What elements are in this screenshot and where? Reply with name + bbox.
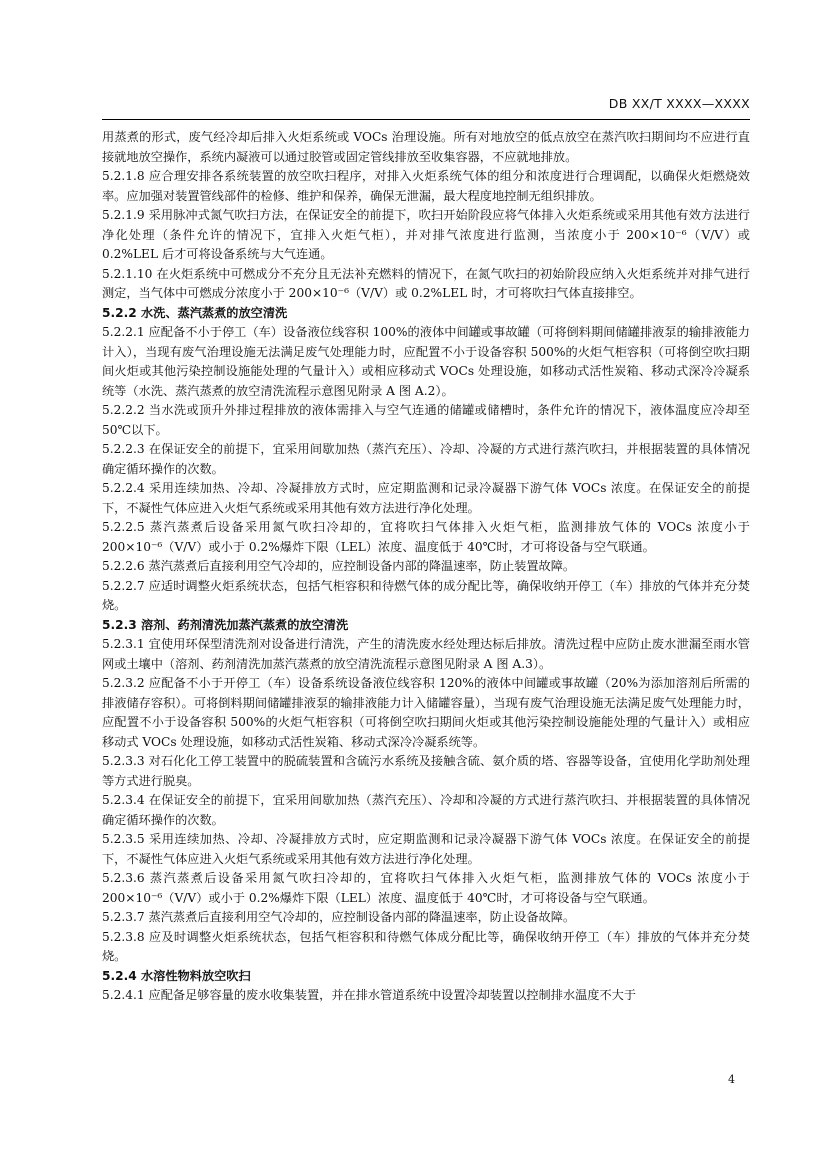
clause-5-2-2-4: 5.2.2.4 采用连续加热、冷却、冷凝排放方式时，应定期监测和记录冷凝器下游气体 VOCs 浓度。在保证安全的前提下，不凝性气体应进入火炬气系统或采用其他有效方法进行净化处理。 (102, 481, 750, 515)
clause-5-2-3-6: 5.2.3.6 蒸汽蒸煮后设备采用氮气吹扫冷却的，宜将吹扫气体排入火炬气柜，监测排放气体的 VOCs 浓度小于 200×10⁻⁶（V/V）或小于 0.2%爆炸下限（LEL）浓度、温度低于 40℃时，才可将设备与空气联通。 (102, 871, 750, 905)
clause-5-2-3-7: 5.2.3.7 蒸汽蒸煮后直接利用空气冷却的，应控制设备内部的降温速率，防止设备故障。 (102, 910, 576, 924)
paragraph-continuation: 用蒸煮的形式，废气经冷却后排入火炬系统或 VOCs 治理设施。所有对地放空的低点放空在蒸汽吹扫期间均不应进行直接就地放空操作，系统内凝液可以通过胶管或固定管线排放至收集容器，不应就地排放。 (102, 130, 750, 164)
section-heading-5-2-3: 5.2.3 溶剂、药剂清洗加蒸汽蒸煮的放空清洗 (102, 617, 349, 632)
clause-5-2-1-8: 5.2.1.8 应合理安排各系统装置的放空吹扫程序，对排入火炬系统气体的组分和浓度进行合理调配，以确保火炬燃烧效率。应加强对装置管线部件的检修、维护和保养，确保无泄漏，最大程度地控制无组织排放。 (102, 169, 750, 203)
clause-5-2-3-2: 5.2.3.2 应配备不小于开停工（车）设备系统设备液位线容积 120%的液体中间罐或事故罐（20%为添加溶剂后所需的排液储存容积）。可将倒料期间储罐排液泵的输排液能力计入储罐容量），当现有废气治理设施无法满足废气处理能力时，应配置不小于设备容积 500%的火炬气柜容积（可将倒空吹扫期间火炬或其他污染控制设施能处理的气量计入）或相应移动式 VOCs 处理设施，如移动式活性炭箱、移动式深冷冷凝系统等。 (102, 676, 750, 749)
section-heading-5-2-2: 5.2.2 水洗、蒸汽蒸煮的放空清洗 (102, 305, 288, 320)
clause-5-2-3-3: 5.2.3.3 对石化化工停工装置中的脱硫装置和含硫污水系统及接触含硫、氨介质的塔、容器等设备，宜使用化学助剂处理等方式进行脱臭。 (102, 754, 750, 788)
clause-5-2-3-4: 5.2.3.4 在保证安全的前提下，宜采用间歇加热（蒸汽充压）、冷却和冷凝的方式进行蒸汽吹扫、并根据装置的具体情况确定循环操作的次数。 (102, 793, 750, 827)
clause-5-2-3-1: 5.2.3.1 宜使用环保型清洗剂对设备进行清洗，产生的清洗废水经处理达标后排放。清洗过程中应防止废水泄漏至雨水管网或土壤中（溶剂、药剂清洗加蒸汽蒸煮的放空清洗流程示意图见附录 A 图 A.3）。 (102, 637, 750, 671)
clause-5-2-2-6: 5.2.2.6 蒸汽蒸煮后直接利用空气冷却的，应控制设备内部的降温速率，防止装置故障。 (102, 559, 576, 573)
clause-5-2-2-3: 5.2.2.3 在保证安全的前提下，宜采用间歇加热（蒸汽充压）、冷却、冷凝的方式进行蒸汽吹扫，并根据装置的具体情况确定循环操作的次数。 (102, 442, 750, 476)
page-number: 4 (728, 1073, 735, 1086)
clause-5-2-2-1: 5.2.2.1 应配备不小于停工（车）设备液位线容积 100%的液体中间罐或事故罐（可将倒料期间储罐排液泵的输排液能力计入），当现有废气治理设施无法满足废气处理能力时，应配置不小于设备容积 500%的火炬气柜容积（可将倒空吹扫期间火炬或其他污染控制设施能处理的气量计入）或相应移动式 VOCs 处理设施，如移动式活性炭箱、移动式深冷冷凝系统等（水洗、蒸汽蒸煮的放空清洗流程示意图见附录 A 图 A.2）。 (102, 325, 750, 398)
clause-5-2-1-9: 5.2.1.9 采用脉冲式氮气吹扫方法，在保证安全的前提下，吹扫开始阶段应将气体排入火炬系统或采用其他有效方法进行净化处理（条件允许的情况下，宜排入火炬气柜），并对排气浓度进行监测，当浓度小于 200×10⁻⁶（V/V）或 0.2%LEL 后才可将设备系统与大气连通。 (102, 208, 750, 261)
clause-5-2-2-7: 5.2.2.7 应适时调整火炬系统状态，包括气柜容积和待燃气体的成分配比等，确保收纳开停工（车）排放的气体并充分焚烧。 (102, 578, 750, 612)
clause-5-2-2-2: 5.2.2.2 当水洗或顶升外排过程排放的液体需排入与空气连通的储罐或储槽时，条件允许的情况下，液体温度应冷却至 50℃以下。 (102, 403, 750, 437)
section-heading-5-2-4: 5.2.4 水溶性物料放空吹扫 (102, 968, 251, 983)
clause-5-2-3-5: 5.2.3.5 采用连续加热、冷却、冷凝排放方式时，应定期监测和记录冷凝器下游气体 VOCs 浓度。在保证安全的前提下，不凝性气体应进入火炬气系统或采用其他有效方法进行净化处理。 (102, 832, 750, 866)
clause-5-2-2-5: 5.2.2.5 蒸汽蒸煮后设备采用氮气吹扫冷却的，宜将吹扫气体排入火炬气柜，监测排放气体的 VOCs 浓度小于 200×10⁻⁶（V/V）或小于 0.2%爆炸下限（LEL）浓度、温度低于 40℃时，才可将设备与空气联通。 (102, 520, 750, 554)
document-body (102, 128, 750, 1006)
header-rule (102, 119, 750, 120)
clause-5-2-4-1: 5.2.4.1 应配备足够容量的废水收集装置，并在排水管道系统中设置冷却装置以控制排水温度不大于 (102, 988, 637, 1002)
clause-5-2-3-8: 5.2.3.8 应及时调整火炬系统状态，包括气柜容积和待燃气体成分配比等，确保收纳开停工（车）排放的气体并充分焚烧。 (102, 929, 750, 963)
document-code: DB XX/T XXXX—XXXX (608, 96, 750, 111)
clause-5-2-1-10: 5.2.1.10 在火炬系统中可燃成分不充分且无法补充燃料的情况下，在氮气吹扫的初始阶段应纳入火炬系统并对排气进行测定，当气体中可燃成分浓度小于 200×10⁻⁶（V/V）或 0.2%LEL 时，才可将吹扫气体直接排空。 (102, 266, 750, 300)
